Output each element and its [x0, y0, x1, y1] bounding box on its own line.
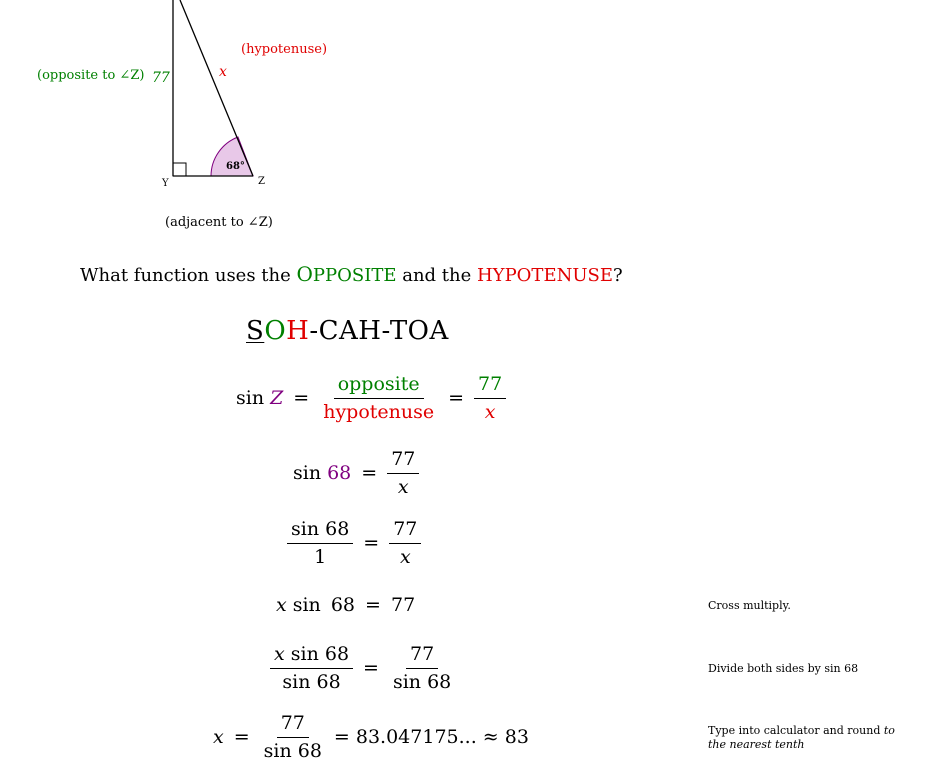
eq2-fraction: [387, 449, 419, 498]
eq5-num: [270, 644, 353, 669]
eq6-fraction: [260, 713, 326, 762]
eq5-num-var: x: [274, 643, 285, 665]
right-angle-marker: [173, 163, 186, 176]
question-text: [80, 262, 623, 286]
note-calc-italic: to the nearest tenth: [708, 724, 895, 751]
eq1-var: Z: [270, 387, 284, 410]
equation-6: [213, 713, 529, 762]
question-hypotenuse: HYPOTENUSE: [476, 265, 613, 286]
hypotenuse-side: [180, 0, 253, 176]
eq4-var: x: [276, 594, 287, 616]
eq4-rest: sin 68 = 77: [292, 594, 416, 616]
eq6-equals: =: [233, 726, 250, 749]
soh-cah-toa: [246, 316, 449, 346]
eq6-var: x: [213, 726, 224, 749]
vertex-z-label: Z: [258, 176, 265, 187]
eq3-equals: =: [363, 532, 380, 555]
eq1-num: opposite: [334, 374, 424, 399]
opposite-label: (opposite to ∠Z): [37, 68, 145, 83]
eq1-fraction: [319, 374, 438, 423]
eq1-num2: 77: [474, 374, 506, 399]
eq5-den2: sin 68: [392, 670, 452, 693]
mnemonic-h: H: [286, 316, 310, 346]
equation-5: [270, 644, 455, 693]
eq1-den2: x: [484, 400, 496, 423]
question-opposite: PPOSITE: [312, 265, 397, 286]
eq2-den: x: [397, 475, 409, 498]
eq5-fraction: [270, 644, 353, 693]
triangle-diagram: [0, 0, 320, 200]
eq3-den2: x: [399, 545, 411, 568]
eq5-num2: 77: [406, 644, 438, 669]
equation-3: [287, 519, 421, 568]
eq5-den: sin 68: [282, 670, 341, 693]
question-suffix: ?: [612, 265, 623, 286]
eq1-equals-2: =: [448, 387, 465, 410]
eq6-result: = 83.047175... ≈ 83: [333, 726, 529, 749]
opposite-value: 77: [152, 70, 170, 86]
eq6-den: sin 68: [263, 739, 322, 762]
question-prefix: What function uses the: [80, 265, 297, 286]
note-divide: Divide both sides by sin 68: [708, 662, 859, 675]
note-calculator: [708, 724, 908, 752]
equation-1: [236, 374, 506, 423]
eq2-equals: =: [361, 462, 378, 485]
eq2-angle: 68: [327, 462, 352, 485]
note-cross-multiply: Cross multiply.: [708, 599, 791, 612]
eq1-den: hypotenuse: [323, 400, 435, 423]
eq2-num: 77: [387, 449, 419, 474]
eq6-num: 77: [277, 713, 309, 738]
hypotenuse-label: (hypotenuse): [241, 42, 328, 57]
equation-2: [293, 449, 419, 498]
eq3-num2: 77: [389, 519, 421, 544]
note-calc-plain: Type into calculator and round: [708, 724, 884, 737]
eq3-fraction: [287, 519, 353, 568]
vertex-y-label: Y: [162, 178, 169, 189]
eq2-sin: sin: [293, 462, 322, 485]
mnemonic-o: O: [264, 316, 287, 346]
adjacent-label: (adjacent to ∠Z): [165, 215, 273, 230]
hypotenuse-var: x: [219, 64, 227, 80]
eq1-sin: sin: [236, 387, 265, 410]
eq5-fraction-2: [389, 644, 455, 693]
eq5-equals: =: [363, 657, 379, 680]
eq3-num: sin 68: [287, 519, 353, 544]
mnemonic-rest: -CAH-TOA: [309, 316, 449, 346]
equation-4: [276, 594, 415, 616]
eq5-num-rest: sin 68: [284, 643, 350, 665]
question-o-letter: O: [296, 262, 313, 286]
eq3-fraction-2: [389, 519, 421, 568]
angle-label: 68°: [226, 161, 245, 172]
mnemonic-s: S: [246, 316, 265, 346]
eq1-fraction-2: [474, 374, 506, 423]
eq3-den: 1: [314, 545, 327, 568]
eq1-equals: =: [293, 387, 310, 410]
question-middle: and the: [396, 265, 477, 286]
